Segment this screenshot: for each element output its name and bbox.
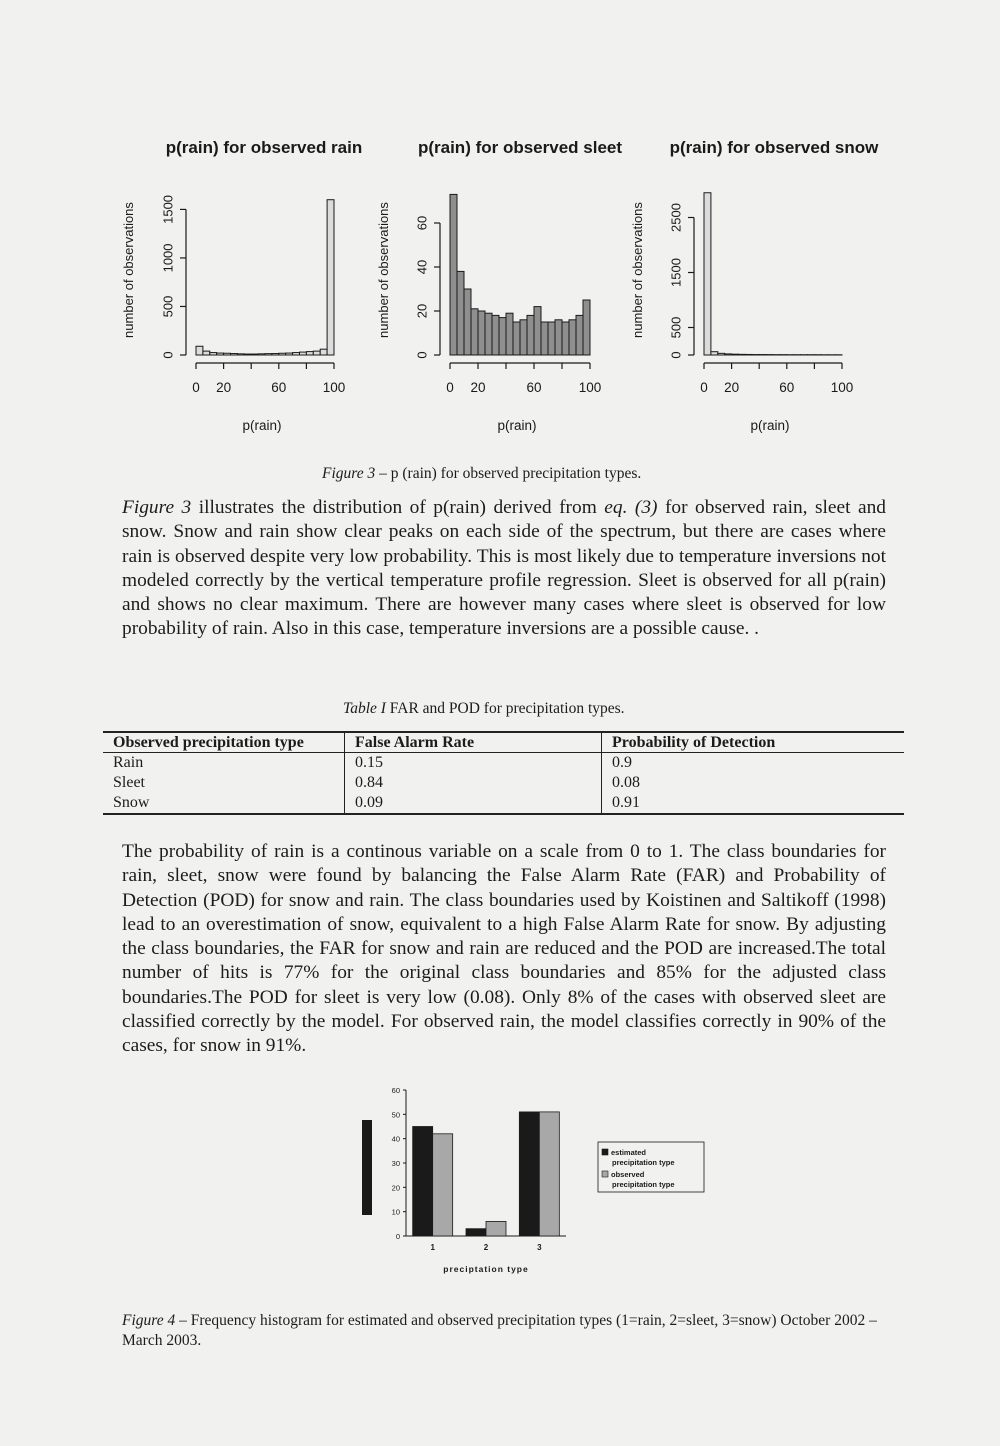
histogram-bar [527, 315, 534, 355]
histogram-bar [732, 354, 739, 355]
x-tick-label: 2 [483, 1243, 489, 1252]
histogram-bar [718, 353, 725, 355]
histogram-bar [478, 311, 485, 355]
table-1-caption-text: FAR and POD for precipitation types. [385, 700, 625, 717]
x-tick-label: 60 [271, 380, 287, 395]
bar-observed [486, 1221, 506, 1236]
histogram-bar [300, 352, 307, 355]
legend-label: observed [611, 1170, 645, 1179]
y-axis-label: number of observations [630, 202, 645, 338]
y-tick-label: 30 [391, 1159, 400, 1168]
header-observed-type: Observed precipitation type [103, 732, 345, 753]
histogram-bar [548, 322, 555, 355]
y-tick-label: 1500 [160, 194, 176, 224]
histogram-snow [630, 138, 879, 433]
figure-3-caption-text: – p (rain) for observed precipitation types. [375, 465, 642, 482]
y-tick-label: 0 [395, 1232, 400, 1241]
bar-estimated [413, 1127, 433, 1237]
x-axis-label: p(rain) [242, 418, 282, 433]
table-cell: 0.15 [345, 753, 602, 774]
bar-estimated [466, 1229, 486, 1236]
legend-swatch [602, 1149, 608, 1155]
histogram-bar [739, 354, 746, 355]
x-axis-label: p(rain) [497, 418, 537, 433]
table-cell: Rain [113, 754, 144, 771]
x-tick-label: 20 [216, 380, 232, 395]
histogram-bar [471, 309, 478, 355]
table-row [103, 753, 904, 774]
paragraph-text: illustrates the distribution of p(rain) derived from [191, 497, 605, 518]
x-tick-label: 20 [470, 380, 486, 395]
histogram-bar [320, 349, 327, 355]
equation-reference: eq. (3) [604, 497, 658, 518]
histogram-bar [513, 322, 520, 355]
histogram-bar [279, 353, 286, 355]
y-tick-label: 0 [668, 351, 684, 359]
histogram-bar [286, 353, 293, 355]
x-tick-label: 100 [830, 380, 854, 395]
histogram-rain [121, 138, 362, 433]
histogram-bar [251, 354, 258, 355]
panel-title: p(rain) for observed snow [669, 138, 879, 157]
x-axis-label: p(rain) [750, 418, 790, 433]
panel-title: p(rain) for observed sleet [417, 138, 623, 157]
y-tick-label: 0 [160, 351, 176, 359]
figure-3-caption [322, 465, 641, 483]
histogram-bar [272, 354, 279, 355]
figure-3 [0, 0, 1000, 470]
histogram-bar [258, 354, 265, 355]
x-tick-label: 20 [724, 380, 740, 395]
x-tick-label: 100 [578, 380, 602, 395]
far-pod-table [103, 731, 904, 815]
x-axis-label: preciptation type [443, 1264, 529, 1274]
histogram-bar [704, 193, 711, 355]
x-tick-label: 0 [446, 380, 454, 395]
legend-label: precipitation type [612, 1158, 675, 1167]
y-tick-label: 40 [391, 1134, 400, 1144]
histogram-bar [203, 351, 210, 355]
paragraph-text: for observed rain, sleet and snow. Snow and rain show clear peaks on each side of the spectrum, but there are cases where rain is observed despite very low probability. This is most likely due to temperature inversions not modeled correctly by the vertical temperature profile regression. Sleet is observed for all p(rain) and shows no clear maximum. There are however many cases where sleet is observed for low probability of rain. Also in this case, temperature inversions are a possible cause. . [122, 497, 886, 640]
histogram-bar [265, 354, 272, 355]
bar-estimated [519, 1112, 539, 1236]
histogram-bar [745, 354, 752, 355]
figure-4 [340, 1080, 720, 1280]
table-1-caption-label: Table I [343, 700, 386, 717]
legend-swatch [602, 1171, 608, 1177]
histogram-bar [217, 353, 224, 355]
x-tick-label: 60 [779, 380, 795, 395]
panel-title: p(rain) for observed rain [165, 138, 363, 157]
histogram-bar [520, 320, 527, 355]
y-tick-label: 40 [414, 259, 430, 275]
table-cell: 0.9 [602, 753, 905, 774]
y-tick-label: 20 [391, 1183, 400, 1193]
y-tick-label: 500 [160, 295, 176, 318]
histogram-bar [306, 352, 313, 355]
histogram-bar [196, 346, 203, 355]
figure-4-caption-label: Figure 4 [122, 1312, 176, 1329]
table-cell: 0.84 [345, 773, 602, 793]
x-tick-label: 0 [700, 380, 708, 395]
table-cell: Sleet [113, 774, 145, 791]
table-cell: 0.08 [602, 773, 905, 793]
figure-3-reference: Figure 3 [122, 497, 192, 518]
scan-artifact [362, 1120, 372, 1215]
histogram-bar [457, 271, 464, 355]
paragraph-figure-3 [122, 496, 886, 642]
histogram-bar [576, 315, 583, 355]
histogram-bar [583, 300, 590, 355]
y-tick-label: 50 [391, 1110, 400, 1120]
histogram-bar [327, 200, 334, 355]
y-tick-label: 1000 [160, 243, 176, 273]
bar-observed [433, 1134, 453, 1236]
histogram-bar [464, 289, 471, 355]
x-tick-label: 100 [322, 380, 346, 395]
histogram-bar [237, 354, 244, 355]
histogram-bar [231, 354, 238, 355]
histogram-bar [450, 194, 457, 355]
table-cell: 0.91 [602, 793, 905, 814]
y-tick-label: 60 [391, 1086, 400, 1095]
frequency-histogram [362, 1086, 704, 1274]
histogram-bar [569, 320, 576, 355]
table-cell: 0.09 [345, 793, 602, 814]
y-tick-label: 500 [668, 316, 684, 339]
histogram-sleet [376, 138, 622, 433]
figure-3-caption-label: Figure 3 [322, 465, 376, 482]
figure-4-caption [122, 1311, 886, 1351]
legend-label: estimated [611, 1148, 647, 1157]
bar-observed [539, 1112, 559, 1236]
y-tick-label: 10 [391, 1207, 400, 1217]
histogram-bar [711, 352, 718, 355]
table-header-row [103, 732, 904, 753]
legend-label: precipitation type [612, 1180, 675, 1189]
table-1-caption [343, 700, 625, 718]
histogram-bar [555, 320, 562, 355]
header-false-alarm-rate: False Alarm Rate [345, 732, 602, 753]
y-tick-label: 0 [414, 351, 430, 359]
histogram-bar [725, 354, 732, 355]
histogram-bar [534, 307, 541, 355]
x-tick-label: 60 [526, 380, 542, 395]
histogram-bar [313, 351, 320, 355]
y-tick-label: 2500 [668, 203, 684, 232]
histogram-bar [485, 313, 492, 355]
figure-4-caption-text: – Frequency histogram for estimated and observed precipitation types (1=rain, 2=sleet, 3=snow) October 2002 – March 2003. [122, 1312, 877, 1349]
x-tick-label: 0 [192, 380, 200, 395]
histogram-bar [210, 353, 217, 355]
y-axis-label: number of observations [376, 202, 391, 338]
x-tick-label: 3 [537, 1243, 542, 1252]
y-tick-label: 60 [414, 215, 430, 231]
histogram-bar [492, 315, 499, 355]
table-row [103, 793, 904, 814]
x-tick-label: 1 [430, 1243, 435, 1252]
histogram-bar [541, 322, 548, 355]
histogram-bar [293, 353, 300, 355]
table-cell: Snow [103, 793, 345, 814]
header-probability-of-detection: Probability of Detection [602, 732, 905, 753]
histogram-bar [506, 313, 513, 355]
histogram-bar [244, 354, 251, 355]
y-axis-label: number of observations [121, 202, 136, 338]
y-tick-label: 1500 [668, 258, 684, 287]
histogram-bar [499, 318, 506, 355]
histogram-bar [224, 353, 231, 355]
table-row [103, 773, 904, 793]
paragraph-class-boundaries: The probability of rain is a continous variable on a scale from 0 to 1. The class boundaries for rain, sleet, snow were found by balancing the False Alarm Rate (FAR) and Probability of Detection (POD) for snow and rain. The class boundaries used by Koistinen and Saltikoff (1998) lead to an overestimation of snow, equivalent to a high False Alarm Rate for snow. By adjusting the class boundaries, the FAR for snow and rain are reduced and the POD are increased.The total number of hits is 77% for the original class boundaries and 85% for the adjusted class boundaries.The POD for sleet is very low (0.08). Only 8% of the cases with observed sleet are classified correctly by the model. For observed rain, the model classifies correctly in 90% of the cases, for snow in 91%. [122, 841, 886, 1057]
histogram-bar [562, 322, 569, 355]
y-tick-label: 20 [414, 303, 430, 319]
